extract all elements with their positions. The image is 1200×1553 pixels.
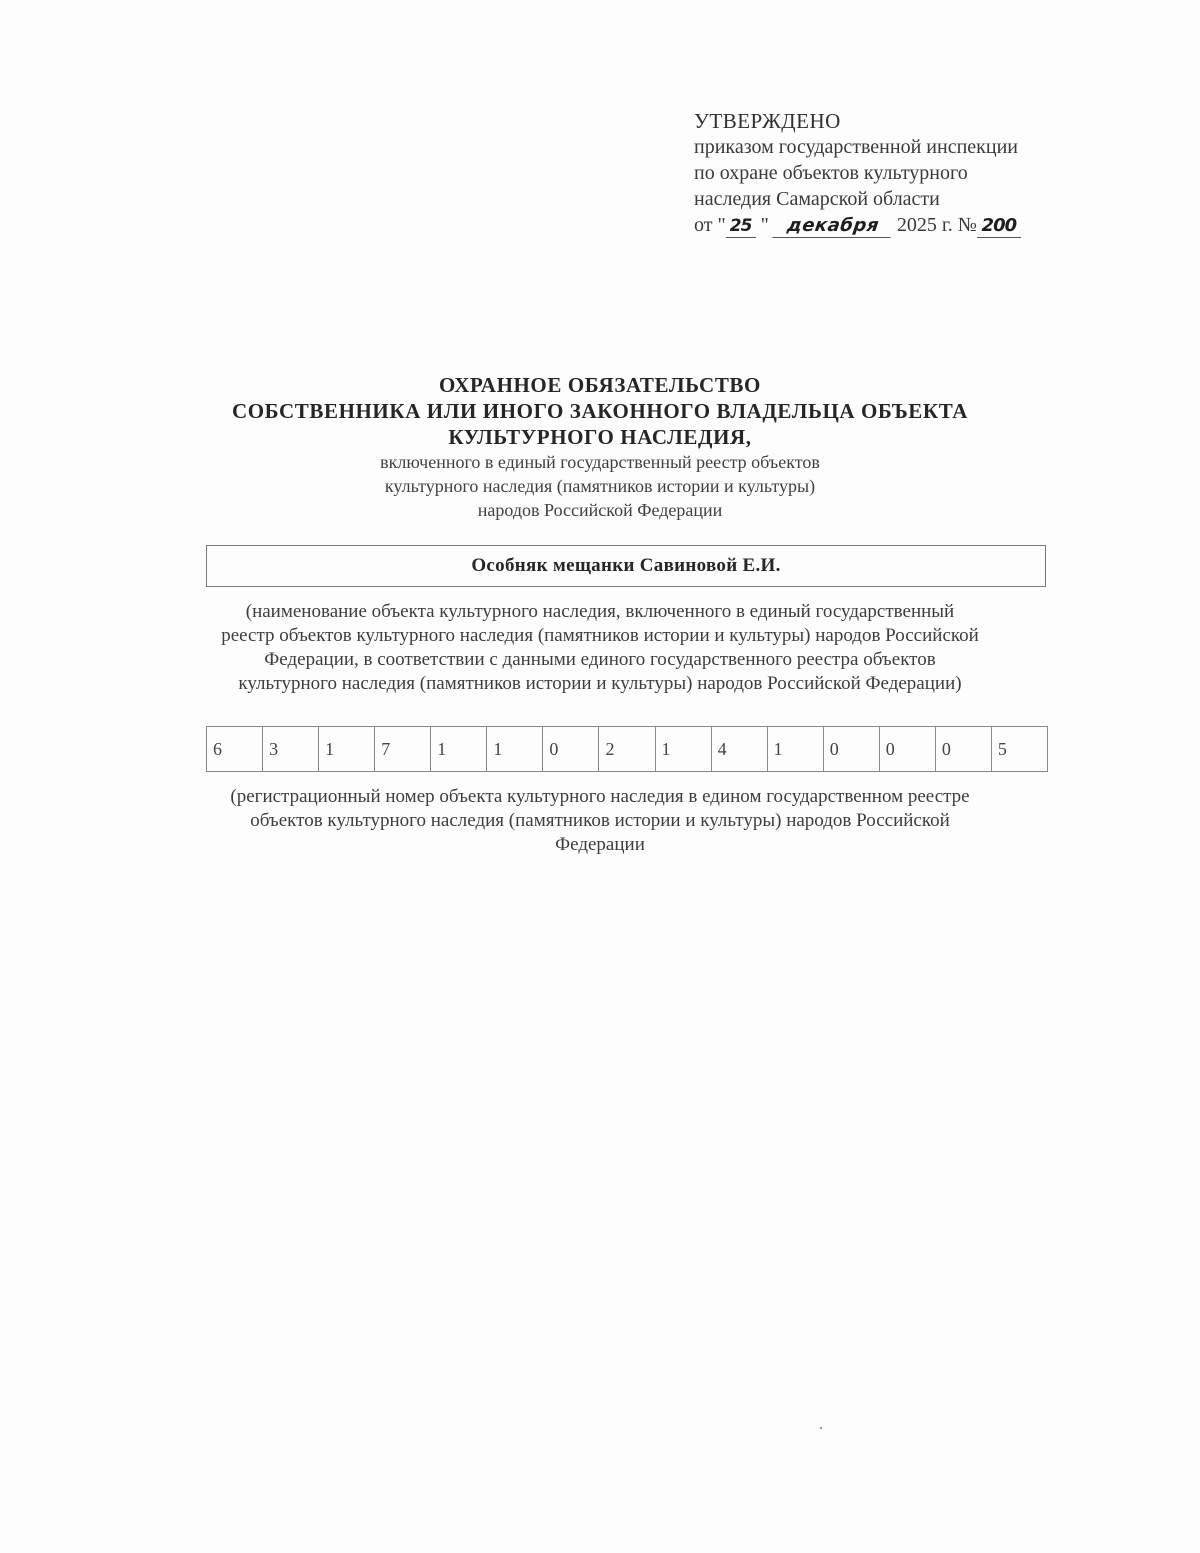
approval-block [694,108,1074,238]
object-name-caption [0,600,1200,696]
date-prefix: от " [694,214,726,236]
registration-number-caption [0,785,1200,857]
subtitle-line: культурного наследия (памятников истории и культуры) [384,476,816,496]
registration-digit-cell: 1 [487,727,543,771]
approval-date-line [694,212,1074,238]
approval-heading: УТВЕРЖДЕНО [694,109,841,133]
object-name: Особняк мещанки Савиновой Е.И. [471,555,781,576]
registration-digit-cell: 0 [936,727,992,771]
document-title [0,372,1200,522]
registration-digit-cell: 1 [319,727,375,771]
caption-line: реестр объектов культурного наследия (памятников истории и культуры) народов Российской [221,625,979,646]
approval-line: наследия Самарской области [694,188,940,210]
registration-digit-cell: 6 [207,727,263,771]
registration-digit-cell: 1 [656,727,712,771]
handwritten-day: 25 [726,215,756,238]
subtitle-line: народов Российской Федерации [477,500,723,520]
registration-digit-cell: 1 [431,727,487,771]
title-line: СОБСТВЕННИКА ИЛИ ИНОГО ЗАКОННОГО ВЛАДЕЛЬЦА ОБЪЕКТА [231,399,969,423]
approval-line: по охране объектов культурного [694,162,968,184]
registration-digit-cell: 4 [712,727,768,771]
registration-digit-cell: 1 [768,727,824,771]
caption-line: культурного наследия (памятников истории и культуры) народов Российской Федерации) [238,673,962,694]
caption-line: Федерации [555,834,645,855]
caption-line: объектов культурного наследия (памятников истории и культуры) народов Российской [250,810,950,831]
date-year-text: 2025 г. № [896,214,977,236]
handwritten-month: декабря [772,215,893,238]
caption-line: (наименование объекта культурного наследия, включенного в единый государственный [245,601,955,622]
registration-digit-cell: 2 [599,727,655,771]
handwritten-order-number: 200 [977,215,1021,238]
subtitle-line: включенного в единый государственный реестр объектов [380,452,820,472]
registration-digit-cell: 3 [263,727,319,771]
approval-line: приказом государственной инспекции [694,136,1018,158]
registration-digit-cell: 0 [543,727,599,771]
object-name-box [206,545,1046,587]
title-line: КУЛЬТУРНОГО НАСЛЕДИЯ, [448,425,752,449]
registration-digit-cell: 0 [880,727,936,771]
scan-speck [820,1427,822,1429]
registration-digit-cell: 0 [824,727,880,771]
caption-line: Федерации, в соответствии с данными единого государственного реестра объектов [264,649,936,670]
title-line: ОХРАННОЕ ОБЯЗАТЕЛЬСТВО [439,373,761,397]
registration-digit-cell: 7 [375,727,431,771]
registration-number-grid [206,726,1048,772]
caption-line: (регистрационный номер объекта культурного наследия в едином государственном реестре [230,786,970,807]
registration-digit-cell: 5 [992,727,1048,771]
date-day-suffix: " [755,214,769,236]
